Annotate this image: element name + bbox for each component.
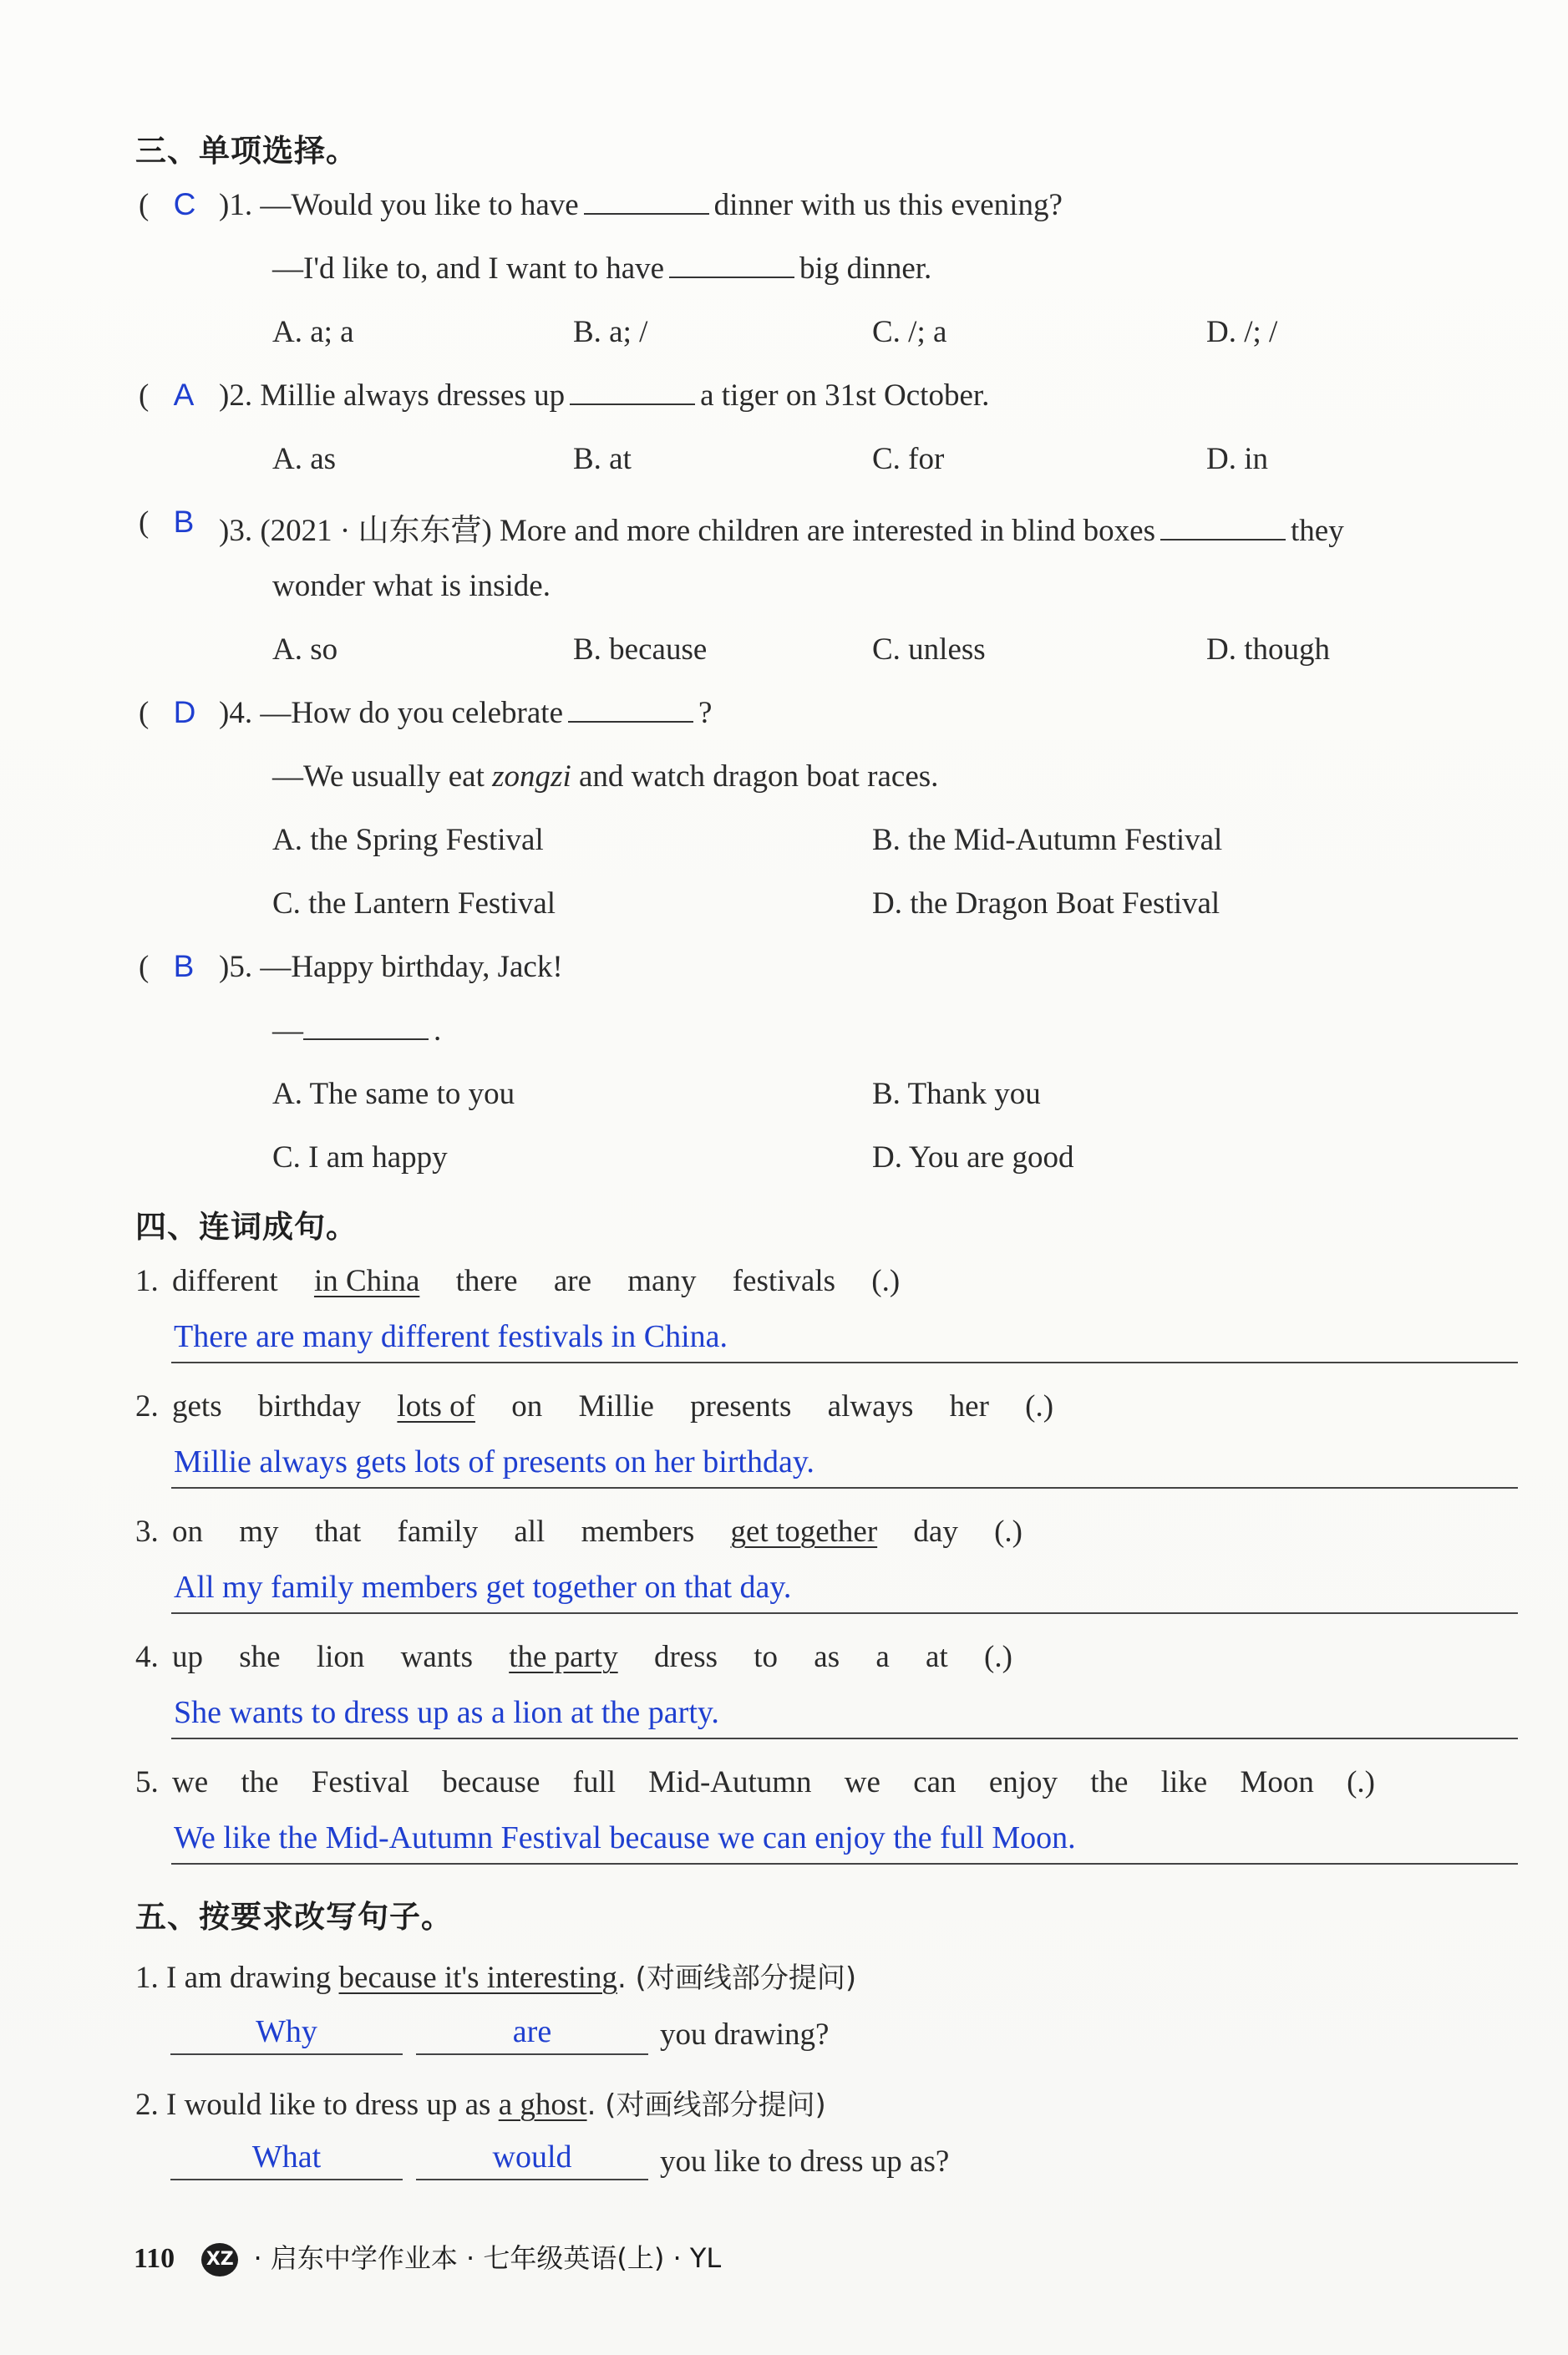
s5-item-1-blank-1 <box>170 2053 403 2055</box>
q5-stem: )5. —Happy birthday, Jack! <box>219 950 563 984</box>
s5-item-2: 2. I would like to dress up as a ghost. (对画线部分提问) <box>135 2088 826 2122</box>
s4-item-3-answer: All my family members get together on that day. <box>174 1570 792 1605</box>
q1-option-a: A. a; a <box>272 315 354 349</box>
q4-stem-2: —We usually eat zongzi and watch dragon boat races. <box>272 759 939 794</box>
q3-answer: B <box>173 505 195 539</box>
s4-item-1-words: different in China there are many festivals (.) <box>172 1264 901 1298</box>
q4-option-d: D. the Dragon Boat Festival <box>872 886 1220 921</box>
s4-item-1-answer: There are many different festivals in China. <box>174 1319 728 1354</box>
q2-stem: )2. Millie always dresses up a tiger on 31st October. <box>219 378 990 413</box>
s5-item-1-fill-1: Why <box>256 2014 317 2049</box>
q4-option-b: B. the Mid-Autumn Festival <box>872 823 1223 857</box>
section-5-heading: 五、按要求改写句子。 <box>135 1899 453 1935</box>
s5-item-2-tail: you like to dress up as? <box>660 2144 950 2179</box>
section-4-heading: 四、连词成句。 <box>135 1209 358 1245</box>
q4-answer: D <box>173 695 196 729</box>
q4-blank <box>568 696 693 723</box>
s4-item-2-num: 2. <box>135 1389 159 1424</box>
s4-item-5-words: we the Festival because full Mid-Autumn we can enjoy the like Moon (.) <box>172 1765 1376 1799</box>
q3-blank <box>1160 514 1286 541</box>
q3-option-d: D. though <box>1206 632 1330 667</box>
q3-stem: )3. (2021 · 山东东营) More and more children are interested in blind boxes they <box>219 514 1344 548</box>
q5-paren: ( B <box>139 949 195 984</box>
section-3-heading: 三、单项选择。 <box>135 133 358 169</box>
q5-answer: B <box>173 949 195 983</box>
q4-stem: )4. —How do you celebrate ? <box>219 696 713 730</box>
q4-paren: ( D <box>139 695 196 730</box>
q2-option-b: B. at <box>573 442 632 476</box>
s4-item-4-words: up she lion wants the party dress to as a at (.) <box>172 1640 1012 1674</box>
q1-option-b: B. a; / <box>573 315 648 349</box>
s4-item-3-line <box>171 1612 1518 1614</box>
s4-item-4-answer: She wants to dress up as a lion at the party. <box>174 1695 719 1730</box>
q4-option-a: A. the Spring Festival <box>272 823 544 857</box>
page-number: 110 <box>134 2243 175 2274</box>
q2-option-a: A. as <box>272 442 337 476</box>
s4-item-1-num: 1. <box>135 1264 159 1298</box>
q2-blank <box>570 378 695 405</box>
q3-option-c: C. unless <box>872 632 986 667</box>
q2-paren: ( A <box>139 378 195 413</box>
page-footer <box>134 2237 721 2276</box>
q5-option-b: B. Thank you <box>872 1077 1041 1111</box>
s4-item-1-line <box>171 1362 1518 1363</box>
s4-item-3-words: on my that family all members get together day (.) <box>172 1515 1022 1549</box>
s5-item-1-fill-2: are <box>512 2014 552 2049</box>
s5-item-2-fill-1: What <box>251 2139 322 2175</box>
book-title: · 启东中学作业本 · 七年级英语(上) · YL <box>253 2242 722 2274</box>
s5-item-2-fill-2: would <box>492 2139 572 2175</box>
q5-stem-2: — . <box>272 1013 442 1048</box>
s5-item-2-blank-2 <box>416 2179 648 2180</box>
q2-answer: A <box>173 378 195 412</box>
q5-option-c: C. I am happy <box>272 1140 448 1175</box>
q2-option-d: D. in <box>1206 442 1268 476</box>
xz-badge-icon: XZ <box>201 2243 238 2276</box>
q1-stem: )1. —Would you like to have dinner with us this evening? <box>219 188 1063 222</box>
s5-item-1-blank-2 <box>416 2053 648 2055</box>
s4-item-2-line <box>171 1487 1518 1489</box>
q4-option-c: C. the Lantern Festival <box>272 886 556 921</box>
q1-blank-2 <box>669 251 794 278</box>
s4-item-2-answer: Millie always gets lots of presents on her birthday. <box>174 1444 814 1479</box>
q1-paren: ( C <box>139 187 196 222</box>
q1-option-c: C. /; a <box>872 315 947 349</box>
q3-stem-2: wonder what is inside. <box>272 569 551 603</box>
s4-item-5-num: 5. <box>135 1765 159 1799</box>
q1-stem-2: —I'd like to, and I want to have big dinner. <box>272 251 932 286</box>
s4-item-5-line <box>171 1863 1518 1865</box>
q5-blank <box>303 1013 429 1040</box>
q3-option-a: A. so <box>272 632 338 667</box>
s5-item-1: 1. I am drawing because it's interesting. (对画线部分提问) <box>135 1961 857 1995</box>
q2-option-c: C. for <box>872 442 945 476</box>
q3-option-b: B. because <box>573 632 708 667</box>
q5-option-a: A. The same to you <box>272 1077 515 1111</box>
s4-item-3-num: 3. <box>135 1515 159 1549</box>
s4-item-2-words: gets birthday lots of on Millie presents always her (.) <box>172 1389 1054 1424</box>
q1-blank-1 <box>584 188 709 215</box>
s5-item-1-tail: you drawing? <box>660 2017 830 2052</box>
s5-item-2-blank-1 <box>170 2179 403 2180</box>
s4-item-4-num: 4. <box>135 1640 159 1674</box>
q5-option-d: D. You are good <box>872 1140 1074 1175</box>
s4-item-5-answer: We like the Mid-Autumn Festival because we can enjoy the full Moon. <box>174 1820 1076 1855</box>
q3-paren: ( B <box>139 505 195 540</box>
q1-answer: C <box>173 187 196 221</box>
s4-item-4-line <box>171 1738 1518 1739</box>
q1-option-d: D. /; / <box>1206 315 1278 349</box>
